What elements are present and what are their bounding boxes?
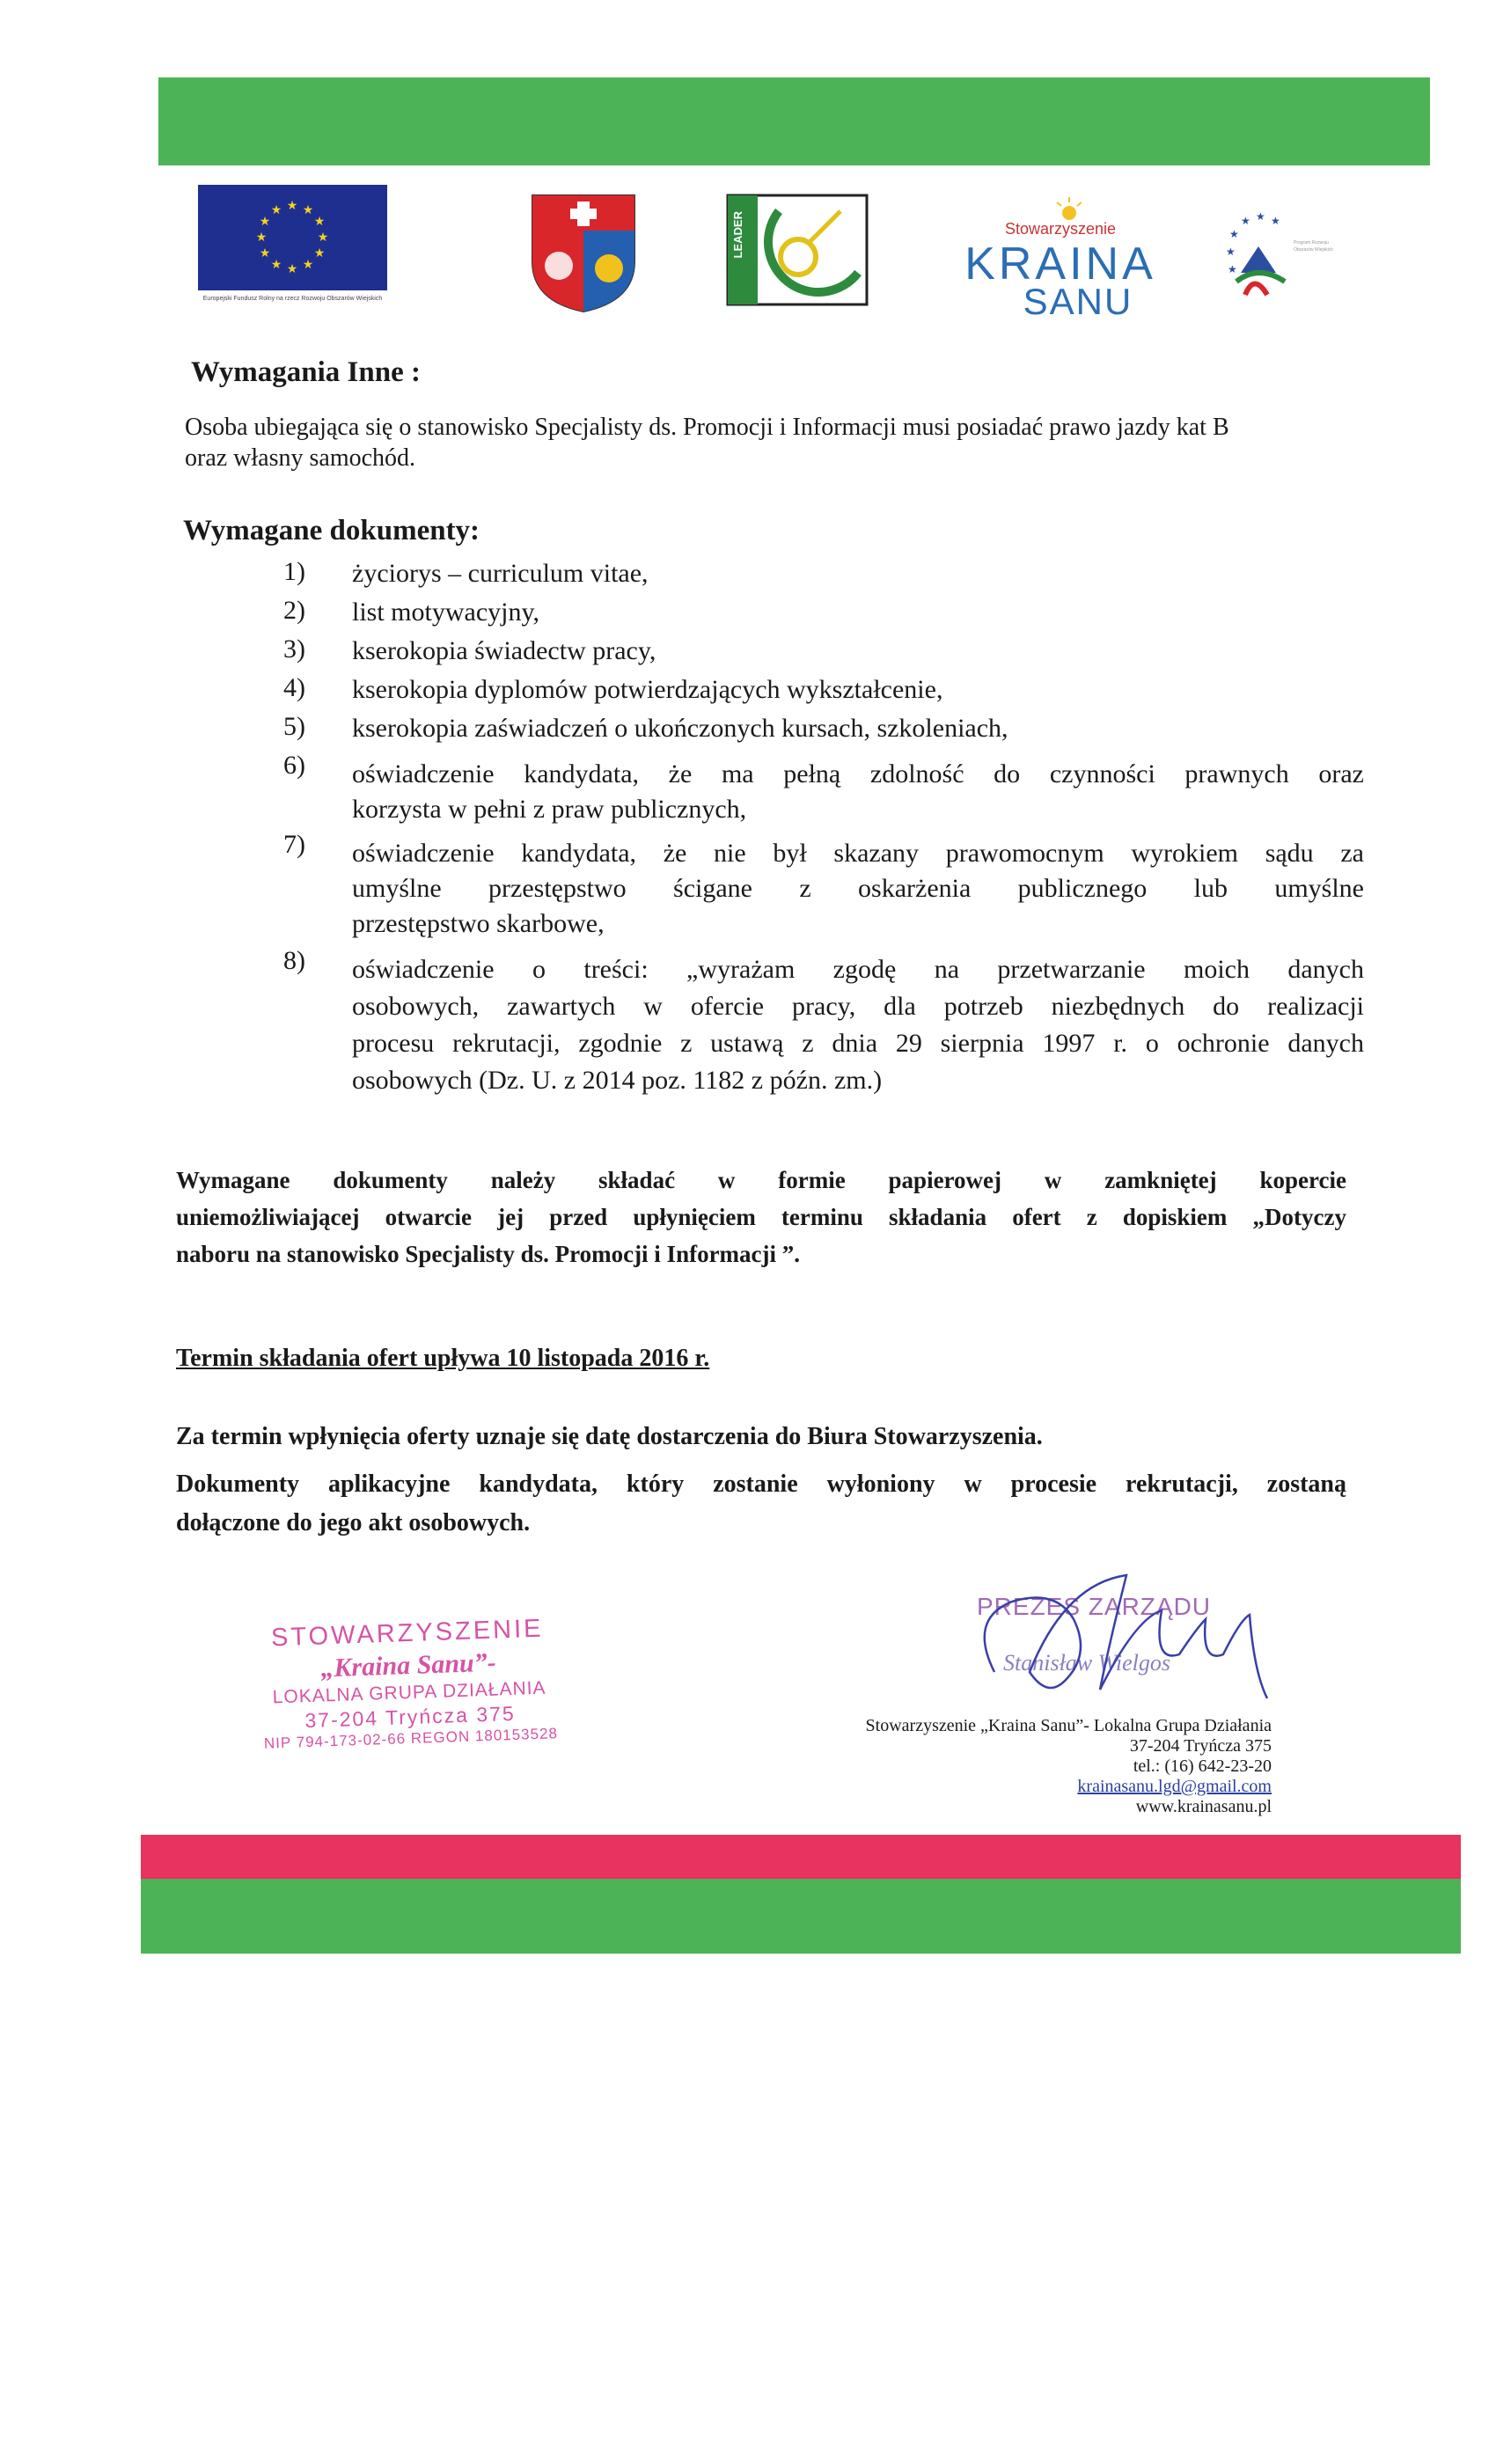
stamp-line: „Kraina Sanu”- [319, 1647, 497, 1683]
org-phone: tel.: (16) 642-23-20 [1133, 1756, 1272, 1776]
top-green-band [158, 77, 1430, 165]
list-item: umyślne przestępstwo ścigane z oskarżenia publicznego lub umyślne [352, 874, 1364, 903]
svg-text:★: ★ [1256, 211, 1265, 223]
list-item: kserokopia dyplomów potwierdzających wykształcenie, [352, 675, 943, 704]
requirements-other-text: Osoba ubiegająca się o stanowisko Specjalisty ds. Promocji i Informacji musi posiadać prawo jazdy kat B [185, 414, 1229, 441]
svg-text:★: ★ [1229, 228, 1239, 240]
kraina-logo-top: Stowarzyszenie [1004, 220, 1117, 238]
svg-text:★: ★ [270, 259, 282, 272]
handwritten-signature-icon [959, 1566, 1294, 1716]
bottom-green-band [141, 1879, 1461, 1954]
org-website[interactable]: www.krainasanu.pl [1135, 1797, 1272, 1816]
prow-emblem-icon [1219, 211, 1298, 312]
svg-text:★: ★ [259, 216, 271, 229]
leader-text: LEADER [731, 211, 744, 259]
stamp-line: NIP 794-173-02-66 REGON 180153528 [263, 1725, 559, 1752]
bottom-red-band [141, 1835, 1461, 1879]
notice-line: naboru na stanowisko Specjalisty ds. Promocji i Informacji ”. [176, 1241, 801, 1267]
list-item: kserokopia zaświadczeń o ukończonych kursach, szkoleniach, [352, 714, 1008, 743]
list-item: procesu rekrutacji, zgodnie z ustawą z dnia 29 sierpnia 1997 r. o ochronie danych [352, 1029, 1364, 1058]
eu-caption: Europejski Fundusz Rolny na rzecz Rozwoju Obszarów Wiejskich [202, 296, 383, 302]
svg-text:★: ★ [270, 204, 282, 217]
list-item: list motywacyjny, [352, 598, 540, 627]
eu-stars-icon [198, 185, 387, 290]
svg-text:★: ★ [317, 231, 329, 245]
list-item-number: 1) [283, 557, 305, 586]
list-item: osobowych, zawartych w ofercie pracy, dla potrzeb niezbędnych do realizacji [352, 992, 1364, 1021]
prow-caption: Program Rozwoju Obszarów Wiejskich [1294, 240, 1334, 253]
svg-text:★: ★ [1228, 263, 1237, 275]
list-item: przestępstwo skarbowe, [352, 909, 605, 938]
list-item-number: 3) [283, 634, 305, 664]
submission-notice [176, 1162, 1346, 1272]
svg-text:★: ★ [1271, 215, 1280, 227]
svg-text:★: ★ [302, 259, 314, 272]
list-item: oświadczenie o treści: „wyrażam zgodę na przetwarzanie moich danych [352, 955, 1364, 984]
list-item: oświadczenie kandydata, że nie był skazany prawomocnym wyrokiem sądu za [352, 839, 1364, 868]
list-item-number: 8) [283, 946, 305, 975]
list-item: oświadczenie kandydata, że ma pełną zdolność do czynności prawnych oraz [352, 759, 1364, 788]
list-item-number: 2) [283, 596, 305, 625]
region-coat-of-arms-logo [528, 191, 639, 314]
sun-icon [1052, 194, 1087, 229]
svg-text:★: ★ [1226, 246, 1236, 258]
documents-attached-text [176, 1465, 1346, 1543]
notice-line: Wymagane dokumenty należy składać w formie papierowej w zamkniętej kopercie [176, 1167, 1346, 1193]
list-item-number: 7) [283, 830, 305, 859]
signature-area [959, 1566, 1294, 1716]
required-documents-title: Wymagane dokumenty: [183, 515, 480, 546]
coat-of-arms-icon [528, 191, 639, 314]
svg-text:★: ★ [302, 204, 314, 217]
org-email-link[interactable]: krainasanu.lgd@gmail.com [1077, 1777, 1272, 1796]
leader-logo [726, 194, 869, 306]
leader-icon [726, 194, 869, 306]
svg-text:★: ★ [313, 247, 326, 260]
list-item: kserokopia świadectw pracy, [352, 636, 656, 665]
receipt-text: Za termin wpłynięcia oferty uznaje się datę dostarczenia do Biura Stowarzyszenia. [176, 1423, 1043, 1450]
kraina-logo-sub: SANU [1023, 281, 1133, 322]
list-item: życiorys – curriculum vitae, [352, 559, 649, 588]
list-item-number: 4) [283, 673, 305, 702]
svg-text:★: ★ [1241, 215, 1250, 227]
deadline-text: Termin składania ofert upływa 10 listopada 2016 r. [176, 1345, 710, 1372]
svg-text:★: ★ [259, 247, 271, 260]
list-item-number: 5) [283, 712, 305, 741]
notice-line: uniemożliwiającej otwarcie jej przed upłynięciem terminu składania ofert z dopiskiem „Dotyczy [176, 1204, 1346, 1230]
requirements-other-title: Wymagania Inne : [191, 356, 421, 388]
list-item: osobowych (Dz. U. z 2014 poz. 1182 z późn. zm.) [352, 1066, 883, 1095]
kraina-logo-main: KRAINA [964, 238, 1156, 290]
prow-logo [1219, 211, 1342, 312]
svg-text:★: ★ [313, 216, 326, 229]
list-item: korzysta w pełni z praw publicznych, [352, 795, 747, 824]
stamp-line: LOKALNA GRUPA DZIAŁANIA [272, 1677, 546, 1708]
stamp-line: STOWARZYSZENIE [270, 1614, 544, 1653]
eu-flag-logo [198, 185, 387, 290]
requirements-other-text: oraz własny samochód. [185, 444, 416, 472]
stamp-line: 37-204 Tryńcza 375 [304, 1701, 517, 1733]
org-address: 37-204 Tryńcza 375 [1129, 1736, 1272, 1756]
signature-stamp-name: Stanisław Wielgos [1003, 1650, 1170, 1676]
organization-stamp [222, 1613, 596, 1767]
list-item-number: 6) [283, 751, 305, 780]
svg-text:★: ★ [286, 263, 298, 276]
docs-attached-line: Dokumenty aplikacyjne kandydata, który zostanie wyłoniony w procesie rekrutacji, zostaną [176, 1470, 1346, 1498]
organization-footer [796, 1716, 1272, 1817]
svg-text:★: ★ [286, 200, 298, 213]
svg-text:★: ★ [255, 231, 268, 245]
kraina-sanu-logo [964, 194, 1157, 322]
org-name: Stowarzyszenie „Kraina Sanu”- Lokalna Grupa Działania [865, 1716, 1272, 1735]
docs-attached-line: dołączone do jego akt osobowych. [176, 1509, 531, 1536]
signature-stamp-title: PREZES ZARZĄDU [977, 1593, 1212, 1620]
